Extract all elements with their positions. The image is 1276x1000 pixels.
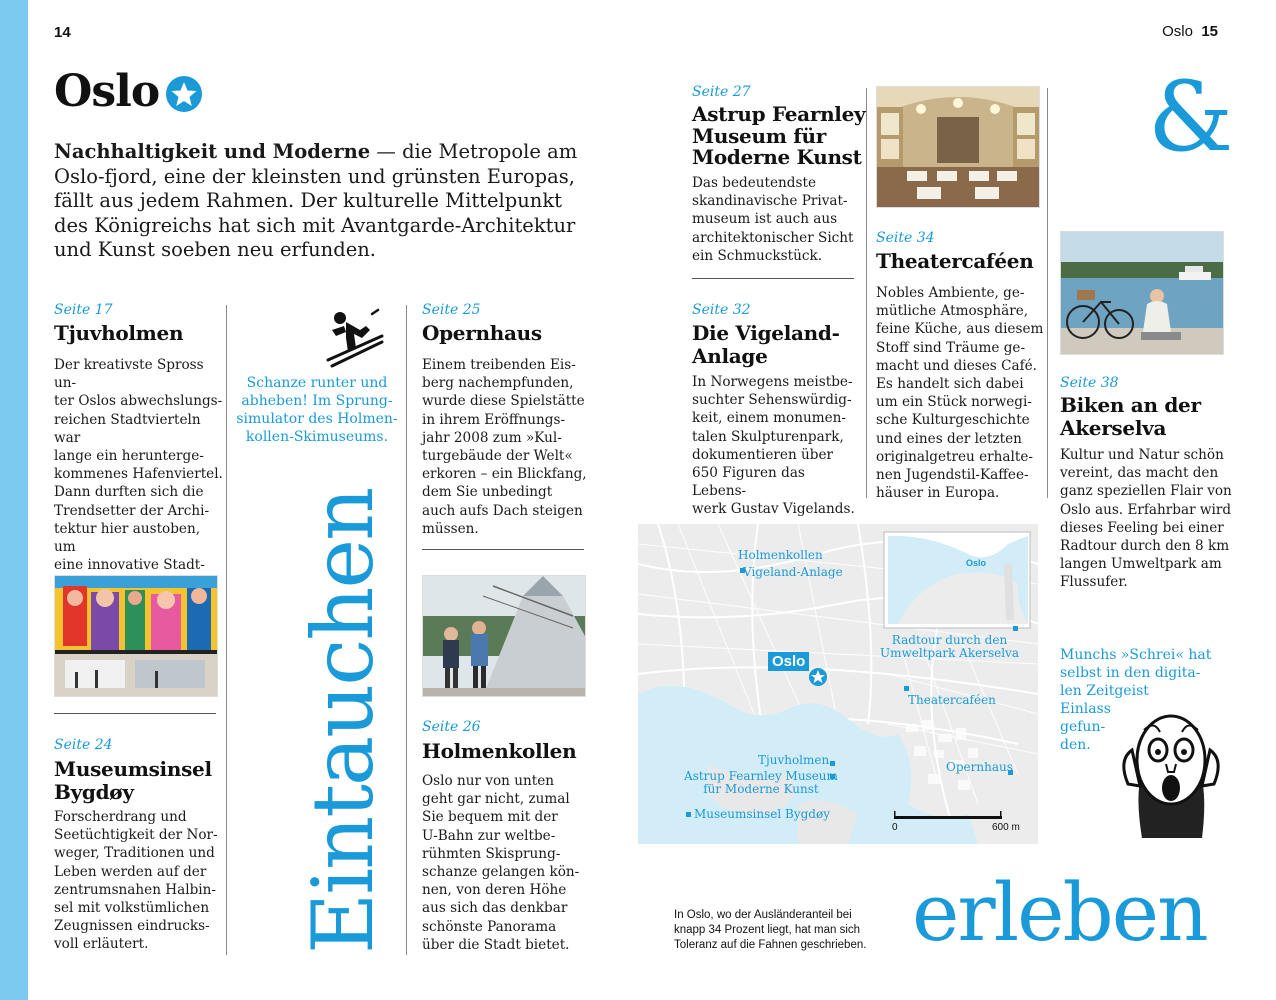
bygdoy-heading: Museumsinsel Bygdøy bbox=[54, 757, 212, 804]
map-label-opernhaus[interactable]: Opernhaus bbox=[946, 760, 1013, 774]
page-title-block bbox=[54, 66, 203, 117]
tjuvholmen-text: Der kreativste Spross un- ter Oslos abwechslungs- reichen Stadtvierteln war lange ein herunterge- kommenes Hafenviertel. Dann durften sich die Trendsetter der Archi- tektur hier austoben, um eine innovative Stadt- bbox=[54, 357, 223, 574]
akerselva-text: Kultur und Natur schön vereint, das macht den ganz speziellen Flair von Oslo aus. Erfahrbar wird dieses Feeling bei einer Radtour durch den 8 km langen Umweltpark am Flussufer. bbox=[1060, 447, 1232, 591]
astrup-heading: Astrup Fearnley Museum für Moderne Kunst bbox=[692, 102, 866, 169]
theatercafeen-photo bbox=[876, 86, 1040, 208]
map-label-tjuvholmen[interactable]: Tjuvholmen bbox=[758, 753, 830, 767]
map-label-theatercafeen[interactable]: Theatercaféen bbox=[908, 693, 996, 707]
page-header-right bbox=[1162, 23, 1218, 40]
akerselva-photo bbox=[1060, 231, 1224, 355]
akerselva-page-ref: Seite 38 bbox=[1060, 375, 1119, 391]
opernhaus-page-ref: Seite 25 bbox=[422, 302, 481, 318]
page-edge-strip bbox=[0, 0, 28, 1000]
page-number-right: 15 bbox=[1201, 23, 1218, 40]
column-rule bbox=[406, 305, 407, 955]
star-icon bbox=[165, 75, 203, 113]
map-label-holmenkollen[interactable]: Holmenkollen bbox=[738, 548, 823, 562]
divider bbox=[54, 713, 216, 714]
ski-jumper-icon bbox=[326, 308, 384, 370]
astrup-text: Das bedeutendste skandinavische Privat- museum ist auch aus architektonischer Sicht ein Schmuckstück. bbox=[692, 175, 854, 264]
tjuvholmen-photo bbox=[54, 575, 218, 697]
page-title: Oslo bbox=[54, 66, 160, 117]
astrup-page-ref: Seite 27 bbox=[692, 84, 751, 100]
divider bbox=[422, 549, 584, 550]
city-map[interactable] bbox=[638, 524, 1038, 844]
opernhaus-heading: Opernhaus bbox=[422, 321, 542, 345]
ski-simulator-note: Schanze runter und abheben! Im Sprung- simulator des Holmen- kollen-Skimuseums. bbox=[236, 375, 398, 445]
intro-text: — die Metropole am Oslo-fjord, eine der kleinsten und grünsten Europas, fällt aus jedem Rahmen. Der kulturelle Mittelpunkt des Königreichs hat sich mit Avantgarde-Architektur und Kunst soeben neu erfunden. bbox=[54, 140, 578, 261]
inset-map-label: Oslo bbox=[966, 558, 987, 568]
map-label-bygdoy[interactable]: Museumsinsel Bygdøy bbox=[694, 807, 830, 821]
scream-face-icon bbox=[1114, 710, 1228, 840]
intro-lead: Nachhaltigkeit und Moderne bbox=[54, 140, 371, 163]
opernhaus-text: Einem treibenden Eis- berg nachempfunden, wurde diese Spielstätte in ihrem Eröffnungs- jahr 2008 zum »Kul- turgebäude der Welt« erkoren – ein Blickfang, dem Sie unbedingt auch aufs Dach steigen müssen. bbox=[422, 357, 587, 537]
holmenkollen-heading: Holmenkollen bbox=[422, 739, 577, 763]
intro-paragraph bbox=[54, 140, 584, 263]
column-rule bbox=[866, 88, 867, 498]
footnote: In Oslo, wo der Ausländeranteil bei knapp 34 Prozent liegt, hat man sich Toleranz auf die Fahnen geschrieben. bbox=[674, 909, 867, 951]
theatercafeen-page-ref: Seite 34 bbox=[876, 230, 935, 246]
vertical-headline: Eintauchen bbox=[294, 488, 392, 954]
akerselva-heading: Biken an der Akerselva bbox=[1060, 393, 1201, 440]
tjuvholmen-heading: Tjuvholmen bbox=[54, 321, 184, 345]
holmenkollen-page-ref: Seite 26 bbox=[422, 719, 481, 735]
scale-end: 600 m bbox=[992, 822, 1020, 833]
scale-start: 0 bbox=[892, 822, 898, 833]
bygdoy-page-ref: Seite 24 bbox=[54, 737, 113, 753]
theatercafeen-text: Nobles Ambiente, ge- mütliche Atmosphäre, feine Küche, aus diesem Stoff sind Träume ge- macht und dieses Café. Es handelt sich dabei um ein Stück norwegi- sche Kulturgeschichte und eines der letzten originalgetreu erhalte- nen Jugendstil-Kaffee- häuser in Europa. bbox=[876, 285, 1044, 502]
munch-note: Munchs »Schrei« hat selbst in den digita- len Zeitgeist Einlass gefun- den. bbox=[1060, 647, 1212, 753]
map-label-akerselva[interactable]: Radtour durch den Umweltpark Akerselva bbox=[880, 633, 1019, 660]
divider bbox=[692, 278, 854, 279]
ampersand-graphic: & bbox=[1148, 61, 1234, 173]
vigeland-text: In Norwegens meistbe- suchter Sehenswürdig- keit, einem monumen- talen Skulpturenpark, dokumentieren über 650 Figuren das Lebens- werk Gustav Vigelands. bbox=[692, 374, 855, 518]
page-section-label: Oslo bbox=[1162, 23, 1193, 40]
holmenkollen-text: Oslo nur von unten geht gar nicht, zumal Sie bequem mit der U-Bahn zur weltbe- rühmten Skisprung- schanze gelangen kön- nen, von deren Höhe aus sich das denkbar schönste Panorama über die Stadt bietet. bbox=[422, 773, 580, 953]
vigeland-heading: Die Vigeland- Anlage bbox=[692, 321, 840, 368]
tjuvholmen-page-ref: Seite 17 bbox=[54, 302, 113, 318]
holmenkollen-photo bbox=[422, 575, 586, 697]
map-label-vigeland[interactable]: Vigeland-Anlage bbox=[743, 565, 843, 579]
bygdoy-text: Forscherdrang und Seetüchtigkeit der Nor- weger, Traditionen und Leben werden auf der zentrumsnahen Halbin- sel mit volkstümlichen Zeugnissen eindrucks- voll erläutert. bbox=[54, 809, 218, 953]
column-rule bbox=[226, 305, 227, 955]
column-rule bbox=[1047, 88, 1048, 498]
page-number-left: 14 bbox=[54, 24, 71, 41]
theatercafeen-heading: Theatercaféen bbox=[876, 249, 1034, 273]
map-city-label: Oslo bbox=[768, 652, 809, 671]
vigeland-page-ref: Seite 32 bbox=[692, 302, 751, 318]
map-label-astrup[interactable]: Astrup Fearnley Museum für Moderne Kunst bbox=[684, 769, 838, 796]
big-headline: erleben bbox=[912, 866, 1207, 959]
